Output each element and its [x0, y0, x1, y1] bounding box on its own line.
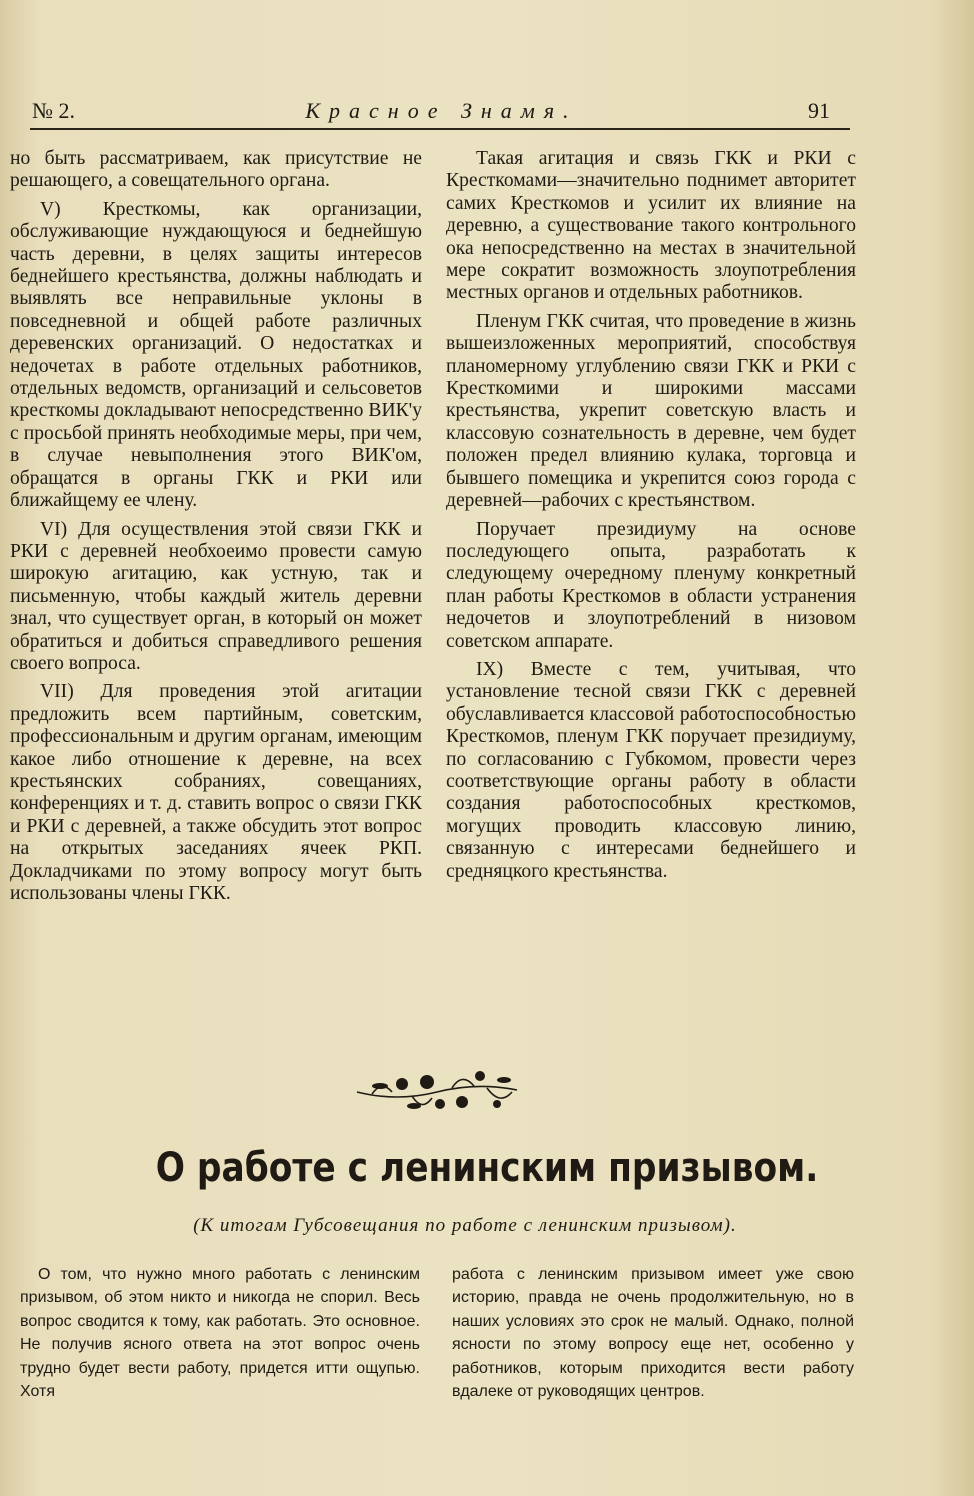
- article-title: О работе с ленинским призывом.: [155, 1145, 819, 1191]
- left-column: [10, 148, 422, 911]
- issue-number: № 2.: [32, 98, 75, 123]
- article-right-column: [452, 1263, 854, 1403]
- paragraph: работа с ленинским призывом имеет уже свою историю, правда не очень продолжительную, но в наших условиях это срок не малый. Однако, полной ясности по этому вопросу еще нет, особенно у работников, которым приходится вести работу вдалеке от руководящих центров.: [452, 1266, 854, 1401]
- paragraph: О том, что нужно много работать с ленинским призывом, об этом никто и никогда не спорил. Весь вопрос сводится к тому, как работать. Это основное. Не получив ясного ответа на этот вопрос очень трудно будет вести работу, придется итти ощупью. Хотя: [20, 1266, 420, 1401]
- newspaper-name: Красное Знамя.: [305, 98, 578, 123]
- paragraph: VI) Для осуществления этой связи ГКК и РКИ с деревней необхоеимо провести самую широкую агитацию, как устную, так и письменную, чтобы каждый житель деревни знал, что существует орган, в который он может обратиться и добиться справедливого решения своего вопроса.: [10, 518, 422, 674]
- paragraph: VII) Для проведения этой агитации предложить всем партийным, советским, профессиональным и другим органам, имеющим какое либо отношение к деревне, на всех крестьянских собраниях, совещаниях, конференциях и т. д. ставить вопрос о связи ГКК и РКИ с деревней, а также обсудить этот вопрос на открытых заседаниях ячеек РКП. Докладчиками по этому вопросу могут быть использованы члены ГКК.: [10, 681, 422, 904]
- paragraph: V) Кресткомы, как организации, обслуживающие нуждающуюся и беднейшую часть деревни, в целях защиты интересов беднейшего крестьянства, должны наблюдать и выявлять все неправильные уклоны в повседневной и общей работе различных деревенских организаций. О недостатках и недочетах в работе отдельных работников, отдельных ведомств, организаций и сельсоветов кресткомы докладывают непосредственно ВИК'у с просьбой принять необходимые меры, при чем, в случае невыполнения этого ВИК'ом, обращатся в органы ГКК и РКИ или ближайщему ее члену.: [10, 198, 422, 512]
- paragraph: Поручает президиуму на основе последующего опыта, разработать к следующему очередному пленуму конкретный план работы Кресткомов в области устранения недочетов и злоупотреблений в низовом советском аппарате.: [446, 518, 856, 652]
- paragraph: IX) Вместе с тем, учитывая, что установление тесной связи ГКК с деревней обуславливается классовой работоспособностью Кресткомов, пленум ГКК поручает президиуму, по согласованию с Губкомом, провести через соответствующие органы работу в области создания работоспособных кресткомов, могущих проводить классовую линию, связанную с интересами беднейшего и средняцкого крестьянства.: [446, 658, 856, 882]
- paragraph: но быть рассматриваем, как присутствие не решающего, а совещательного органа.: [10, 148, 422, 192]
- article-left-column: [20, 1263, 420, 1403]
- paragraph: Пленум ГКК считая, что проведение в жизнь вышеизложенных мероприятий, способствуя планомерному углублению связи ГКК и РКИ с Кресткомими и широкими массами крестьянства, укрепит советскую власть и классовую сознательность в деревне, чем будет положен предел влиянию кулака, торговца и бывшего помещика и укрепится союз города с деревней—рабочих с крестьянством.: [446, 310, 856, 512]
- running-header: [30, 92, 850, 130]
- page-number: 91: [807, 98, 830, 123]
- paragraph: Такая агитация и связь ГКК и РКИ с Кресткомами—значительно поднимет авторитет самих Кресткомов и усилит их влияние на деревню, а существование такого контрольного ока непосредственно на местах в значительной мере сократит возможность злоупотребления местных органов и отдельных работников.: [446, 148, 856, 304]
- floral-ornament-icon: [352, 1062, 522, 1120]
- right-column: [446, 148, 856, 889]
- article-subtitle: (К итогам Губсовещания по работе с ленинским призывом).: [193, 1215, 737, 1236]
